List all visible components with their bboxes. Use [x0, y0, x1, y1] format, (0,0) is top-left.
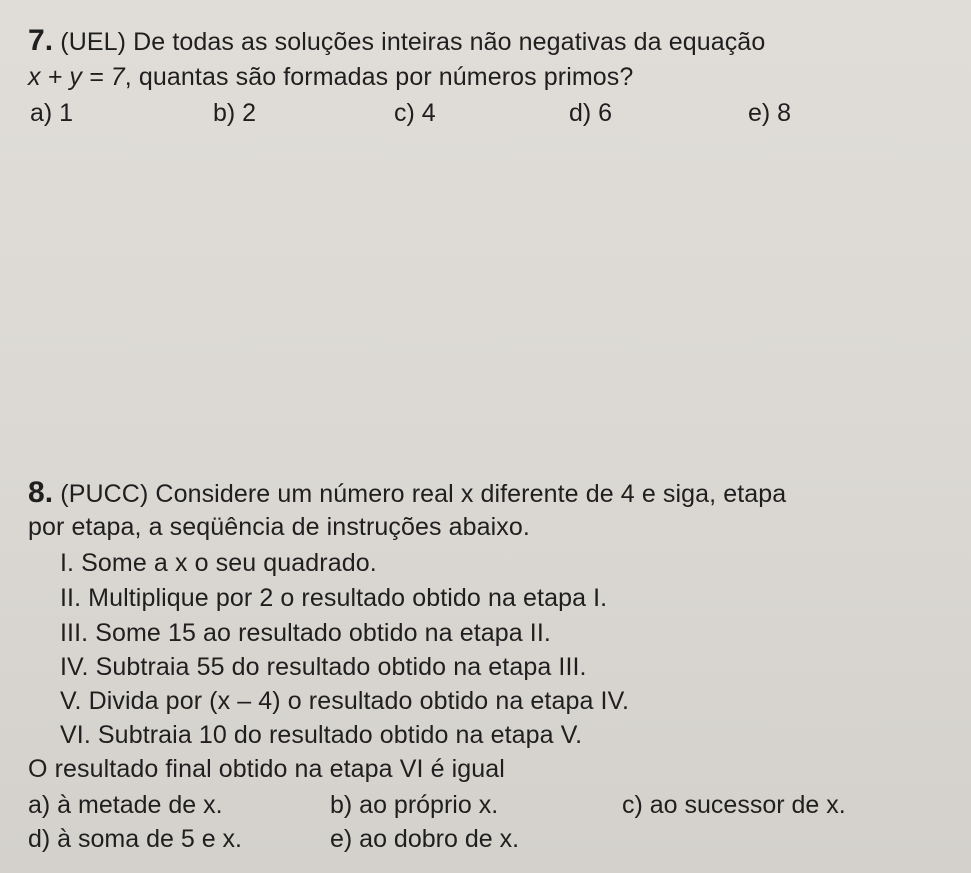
question-8-intro-line-2: por etapa, a seqüência de instruções abaixo.	[28, 513, 530, 541]
question-8-intro-line-1	[28, 478, 786, 509]
question-8-option-a: a) à metade de x.	[28, 791, 223, 819]
question-7-equation: x + y = 7	[28, 63, 125, 91]
question-8-option-d: d) à soma de 5 e x.	[28, 825, 243, 853]
question-8-option-b: b) ao próprio x.	[330, 791, 499, 819]
question-7-option-b: b) 2	[213, 99, 257, 127]
question-7-option-e: e) 8	[748, 99, 792, 127]
question-8-number: 8.	[28, 476, 54, 509]
question-8-option-c: c) ao sucessor de x.	[622, 791, 846, 819]
question-8-step-3: III. Some 15 ao resultado obtido na etapa II.	[60, 619, 551, 647]
question-7-title	[28, 26, 765, 57]
question-8-option-e: e) ao dobro de x.	[330, 825, 520, 853]
question-8-conclusion: O resultado final obtido na etapa VI é igual	[28, 755, 505, 783]
question-8-step-1: I. Some a x o seu quadrado.	[60, 549, 377, 577]
question-8-step-5: V. Divida por (x – 4) o resultado obtido na etapa IV.	[60, 687, 630, 715]
question-7-option-d: d) 6	[569, 99, 613, 127]
question-7-option-c: c) 4	[394, 99, 436, 127]
question-7-option-a: a) 1	[30, 99, 74, 127]
question-8-step-4: IV. Subtraia 55 do resultado obtido na etapa III.	[60, 653, 587, 681]
question-8-step-2: II. Multiplique por 2 o resultado obtido na etapa I.	[60, 584, 608, 612]
question-8-step-6: VI. Subtraia 10 do resultado obtido na etapa V.	[60, 721, 583, 749]
question-7-question: , quantas são formadas por números primos?	[124, 63, 634, 91]
question-8-intro-text-1: (PUCC) Considere um número real x diferente de 4 e siga, etapa	[60, 480, 787, 508]
question-7-equation-line	[28, 62, 633, 92]
question-7-title-text: (UEL) De todas as soluções inteiras não negativas da equação	[60, 28, 766, 56]
question-7-number: 7.	[28, 24, 54, 57]
